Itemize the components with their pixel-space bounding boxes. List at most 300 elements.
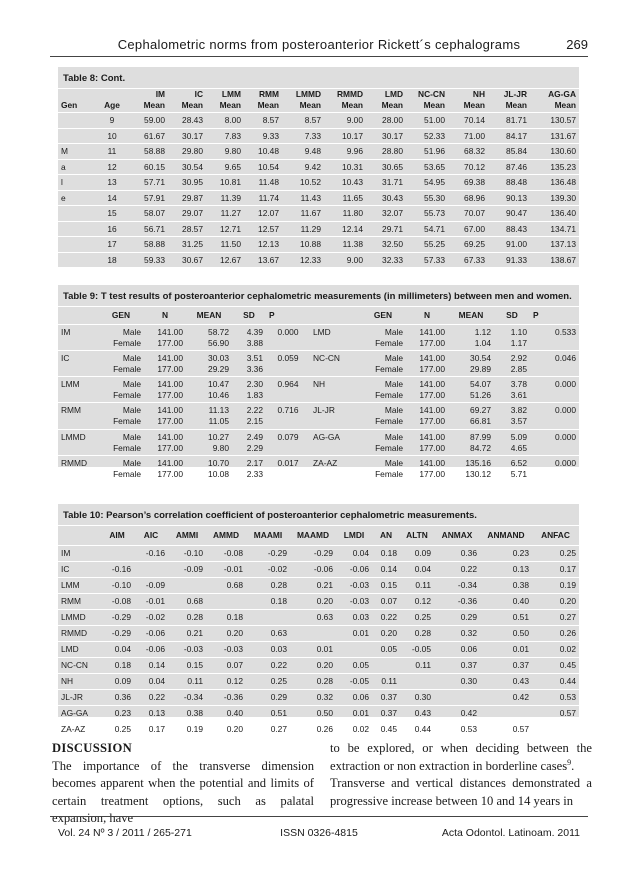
table-cell: 9.96 (324, 144, 366, 160)
table-9-header-cell (310, 307, 360, 324)
table-cell (494, 455, 530, 481)
table-cell: 29.80 (168, 144, 206, 160)
table-cell (232, 377, 266, 403)
table-8-header-cell (244, 89, 282, 113)
table-cell: 0.32 (290, 689, 336, 705)
table-cell: 0.63 (246, 625, 290, 641)
table-8-header-cell (324, 89, 366, 113)
table-cell: -0.02 (134, 609, 168, 625)
cell-line-male: 141.00 (419, 379, 445, 390)
table-cell: 0.42 (480, 689, 532, 705)
table-cell: 30.43 (366, 190, 406, 206)
table-cell: 0.22 (372, 609, 400, 625)
table-cell: 0.19 (532, 577, 579, 593)
table-cell: JL-JR (58, 689, 100, 705)
cell-line-male: 69.27 (470, 405, 491, 416)
cell-line-female: 2.85 (510, 363, 527, 374)
table-row (58, 113, 579, 129)
table-cell: -0.03 (206, 641, 246, 657)
table-cell: 130.57 (530, 113, 579, 129)
table-cell: e (58, 190, 94, 206)
table-cell: 13 (94, 175, 130, 191)
table-cell: 31.71 (366, 175, 406, 191)
table-cell: 68.96 (448, 190, 488, 206)
header-name: IC (194, 89, 203, 99)
header-subname: Mean (423, 100, 445, 110)
table-cell: 10.48 (244, 144, 282, 160)
table-cell: 30.65 (366, 159, 406, 175)
table-cell (406, 350, 448, 376)
cell-line-female: 130.12 (465, 468, 491, 479)
cell-line-female: 3.36 (246, 363, 263, 374)
footer-journal: Acta Odontol. Latinoam. 2011 (441, 827, 580, 839)
cell-line-female: Female (375, 468, 403, 479)
cell-line-male: 30.03 (208, 352, 229, 363)
table-cell: 59.00 (130, 113, 168, 129)
table-cell: 0.30 (434, 673, 480, 689)
table-cell: 9 (94, 113, 130, 129)
header-subname: Mean (463, 100, 485, 110)
table-cell (494, 429, 530, 455)
table-cell: 55.30 (406, 190, 448, 206)
cell-line-male: Male (384, 457, 403, 468)
discussion-left-column (52, 740, 314, 828)
table-cell: 0.13 (480, 561, 532, 577)
cell-line-female: 66.81 (470, 416, 491, 427)
table-cell: 0.40 (480, 593, 532, 609)
table-cell: 131.67 (530, 128, 579, 144)
table-cell: 0.02 (336, 721, 372, 737)
cell-line-male: 141.00 (157, 379, 183, 390)
table-8-header-cell (168, 89, 206, 113)
table-cell: 0.09 (100, 673, 134, 689)
cell-line-male: 141.00 (419, 352, 445, 363)
table-cell: 0.20 (372, 625, 400, 641)
table-row (58, 641, 579, 657)
cell-line-male: Male (122, 326, 141, 337)
cell-line-male: Male (384, 431, 403, 442)
table-cell (406, 377, 448, 403)
table-cell: 0.32 (434, 625, 480, 641)
table-cell: 70.07 (448, 206, 488, 222)
table-cell (360, 403, 406, 429)
table-cell: NH (58, 673, 100, 689)
table-row (58, 206, 579, 222)
cell-line-female: 5.71 (510, 468, 527, 479)
cell-line-male: 10.47 (208, 379, 229, 390)
table-cell (494, 324, 530, 350)
table-cell (360, 377, 406, 403)
cell-line-female: 1.83 (246, 390, 263, 401)
table-cell (406, 403, 448, 429)
table-9-header-cell: MEAN (196, 310, 222, 321)
cell-line-male: 2.17 (246, 457, 263, 468)
table-row (58, 577, 579, 593)
table-cell (232, 350, 266, 376)
table-cell: 53.65 (406, 159, 448, 175)
table-cell: 12.71 (206, 221, 244, 237)
table-cell: 0.18 (206, 609, 246, 625)
cell-line-male: 30.54 (470, 352, 491, 363)
cell-line-male: 141.00 (157, 326, 183, 337)
table-9-header-cell: SD (506, 310, 518, 321)
table-cell: 0.20 (206, 625, 246, 641)
table-cell: 87.46 (488, 159, 530, 175)
table-cell: 11.29 (282, 221, 324, 237)
table-cell: 9.00 (324, 252, 366, 268)
table-cell: NC-CN (58, 657, 100, 673)
table-cell (58, 113, 94, 129)
table-cell: 0.06 (434, 641, 480, 657)
cell-line-female: 3.57 (510, 416, 527, 427)
header-name: LMD (384, 89, 403, 99)
table-cell: 0.51 (246, 705, 290, 721)
table-cell: 30.67 (168, 252, 206, 268)
table-row (58, 190, 579, 206)
table-cell: 0.37 (372, 705, 400, 721)
table-row (58, 159, 579, 175)
table-cell: 17 (94, 237, 130, 253)
table-cell: 28.43 (168, 113, 206, 129)
table-cell: 0.04 (336, 545, 372, 561)
cell-line-female: 2.33 (246, 468, 263, 479)
table-cell: 14 (94, 190, 130, 206)
cell-line-female: 177.00 (157, 468, 183, 479)
cell-line-male: 2.30 (246, 379, 263, 390)
page-number: 269 (566, 37, 588, 52)
table-cell: 9.42 (282, 159, 324, 175)
cell-line-female: Female (375, 442, 403, 453)
table-cell: 55.25 (406, 237, 448, 253)
cell-line-female: 10.08 (208, 468, 229, 479)
table-cell: 0.26 (290, 721, 336, 737)
table-cell: 69.25 (448, 237, 488, 253)
table-cell: 0.17 (532, 561, 579, 577)
table-cell: 0.01 (290, 641, 336, 657)
table-cell: 0.43 (400, 705, 434, 721)
table-cell: 0.12 (400, 593, 434, 609)
table-cell: 11.80 (324, 206, 366, 222)
table-8-header-cell (448, 89, 488, 113)
table-cell: 51.00 (406, 113, 448, 129)
table-cell: -0.10 (100, 577, 134, 593)
header-subname: Mean (299, 100, 321, 110)
table-cell: 7.83 (206, 128, 244, 144)
table-cell: 0.51 (480, 609, 532, 625)
table-cell (144, 350, 186, 376)
table-cell: 0.21 (168, 625, 206, 641)
table-cell (400, 673, 434, 689)
table-cell: 0.20 (206, 721, 246, 737)
page-footer (50, 816, 588, 839)
table-cell: 0.14 (372, 561, 400, 577)
table-8-header-cell (282, 89, 324, 113)
p-value: 0.716 (266, 403, 310, 429)
table-cell: 7.33 (282, 128, 324, 144)
cell-line-male: Male (384, 405, 403, 416)
cell-line-female: 177.00 (157, 390, 183, 401)
table-cell: 30.17 (366, 128, 406, 144)
table-cell: 0.23 (100, 705, 134, 721)
table-cell: 0.53 (434, 721, 480, 737)
table-cell: 10.54 (244, 159, 282, 175)
table-cell: 0.29 (434, 609, 480, 625)
measurement-label: IC (58, 350, 98, 376)
cell-line-female: 177.00 (157, 363, 183, 374)
table-cell: 60.15 (130, 159, 168, 175)
discussion-right-text-1-end: . (571, 758, 575, 773)
table-cell: -0.29 (100, 609, 134, 625)
table-cell: -0.10 (168, 545, 206, 561)
measurement-label: RMM (58, 403, 98, 429)
discussion-right-text-2: Transverse and vertical distances demonstrated a progressive increase between 10 and 14 years in (330, 776, 592, 808)
table-cell: 12.14 (324, 221, 366, 237)
table-cell (360, 429, 406, 455)
table-cell: 30.17 (168, 128, 206, 144)
table-cell: 130.60 (530, 144, 579, 160)
table-cell: -0.34 (168, 689, 206, 705)
table-cell: 0.50 (290, 705, 336, 721)
table-10-header-cell: LMDI (343, 530, 365, 541)
cell-line-female: 4.65 (510, 442, 527, 453)
page-header (0, 0, 638, 56)
table-cell: 88.43 (488, 221, 530, 237)
table-cell: 0.20 (532, 593, 579, 609)
cell-line-male: 135.16 (465, 457, 491, 468)
table-cell: 0.27 (532, 609, 579, 625)
p-value: 0.964 (266, 377, 310, 403)
table-row (58, 350, 579, 376)
table-cell: 9.00 (324, 113, 366, 129)
table-cell: 137.13 (530, 237, 579, 253)
table-cell: 28.57 (168, 221, 206, 237)
table-cell: 58.88 (130, 237, 168, 253)
table-cell: -0.36 (434, 593, 480, 609)
cell-line-male: 3.82 (510, 405, 527, 416)
table-cell (144, 403, 186, 429)
table-row (58, 403, 579, 429)
table-cell: 0.44 (532, 673, 579, 689)
table-10-grid (58, 526, 579, 737)
table-cell: 0.11 (372, 673, 400, 689)
table-cell (98, 403, 144, 429)
cell-line-female: 51.26 (470, 390, 491, 401)
table-cell: 0.68 (206, 577, 246, 593)
header-subname: Mean (554, 100, 576, 110)
discussion-right-column (330, 740, 592, 810)
table-row (58, 324, 579, 350)
table-cell: -0.09 (168, 561, 206, 577)
table-cell: 10.88 (282, 237, 324, 253)
table-cell: 0.03 (336, 609, 372, 625)
cell-line-male: 11.13 (208, 405, 229, 416)
table-cell: IM (58, 545, 100, 561)
footer-issn: ISSN 0326-4815 (280, 827, 358, 839)
table-cell: 10 (94, 128, 130, 144)
header-subname: Mean (257, 100, 279, 110)
table-cell: -0.36 (206, 689, 246, 705)
table-9-header-cell (58, 307, 98, 324)
p-value: 0.000 (266, 324, 310, 350)
table-cell: -0.34 (434, 577, 480, 593)
cell-line-female: 177.00 (419, 363, 445, 374)
header-name: AG-GA (548, 89, 576, 99)
table-cell: 0.29 (246, 689, 290, 705)
table-9-header-cell: N (423, 310, 431, 321)
table-cell: -0.29 (246, 545, 290, 561)
table-cell (206, 593, 246, 609)
table-cell: 0.57 (532, 705, 579, 721)
table-cell (98, 350, 144, 376)
table-cell (186, 377, 232, 403)
table-cell (144, 324, 186, 350)
table-8-header-cell (530, 89, 579, 113)
table-cell: 12.13 (244, 237, 282, 253)
measurement-label: LMMD (58, 429, 98, 455)
table-row (58, 429, 579, 455)
table-row (58, 609, 579, 625)
table-cell: 15 (94, 206, 130, 222)
table-cell: 52.33 (406, 128, 448, 144)
cell-line-female: 2.29 (246, 442, 263, 453)
table-cell: 10.31 (324, 159, 366, 175)
discussion-left-text: The importance of the transverse dimension becomes apparent when the potential and limits of certain treatment options, such as palatal expansion, have (52, 758, 314, 825)
table-cell: 136.48 (530, 175, 579, 191)
table-cell (100, 545, 134, 561)
table-cell: 18 (94, 252, 130, 268)
table-cell (58, 128, 94, 144)
table-cell: 31.25 (168, 237, 206, 253)
table-cell: 68.32 (448, 144, 488, 160)
p-value: 0.017 (266, 455, 310, 481)
cell-line-female: 177.00 (419, 390, 445, 401)
table-cell: 0.20 (290, 657, 336, 673)
table-cell: 0.07 (206, 657, 246, 673)
measurement-label: JL-JR (310, 403, 360, 429)
table-cell: 0.38 (480, 577, 532, 593)
cell-line-male: 2.92 (510, 352, 527, 363)
table-cell: 0.12 (206, 673, 246, 689)
measurement-label: NH (310, 377, 360, 403)
table-cell: 8.57 (282, 113, 324, 129)
table-cell: LMMD (58, 609, 100, 625)
cell-line-female: 3.88 (246, 337, 263, 348)
table-cell: 0.04 (100, 641, 134, 657)
table-9-header-cell: GEN (111, 310, 131, 321)
table-cell: 54.95 (406, 175, 448, 191)
table-cell: 0.13 (134, 705, 168, 721)
table-cell: 57.33 (406, 252, 448, 268)
measurement-label: LMM (58, 377, 98, 403)
table-cell: 135.23 (530, 159, 579, 175)
table-cell (494, 377, 530, 403)
table-cell: 0.40 (206, 705, 246, 721)
table-cell: 12.07 (244, 206, 282, 222)
table-cell: 11.50 (206, 237, 244, 253)
cell-line-male: Male (122, 379, 141, 390)
table-cell: 0.19 (168, 721, 206, 737)
cell-line-female: 1.04 (474, 337, 491, 348)
table-8-header-cell: Gen (61, 100, 78, 110)
table-8 (58, 67, 579, 267)
p-value: 0.079 (266, 429, 310, 455)
p-value: 0.000 (530, 377, 579, 403)
table-cell: 0.18 (372, 545, 400, 561)
table-row (58, 705, 579, 721)
table-8-header-cell (406, 89, 448, 113)
table-cell (232, 403, 266, 429)
cell-line-male: 4.39 (246, 326, 263, 337)
cell-line-female: 2.15 (246, 416, 263, 427)
table-cell: 28.80 (366, 144, 406, 160)
table-cell (448, 429, 494, 455)
table-cell: 54.71 (406, 221, 448, 237)
table-cell: -0.03 (336, 577, 372, 593)
cell-line-male: 6.52 (510, 457, 527, 468)
table-cell (144, 455, 186, 481)
table-cell: 29.87 (168, 190, 206, 206)
header-name: NH (472, 89, 485, 99)
table-cell: 70.12 (448, 159, 488, 175)
table-cell (494, 350, 530, 376)
table-row (58, 657, 579, 673)
table-cell: 0.03 (246, 641, 290, 657)
cell-line-female: 177.00 (419, 416, 445, 427)
cell-line-male: 141.00 (419, 457, 445, 468)
table-cell: -0.03 (336, 593, 372, 609)
table-cell: 55.73 (406, 206, 448, 222)
table-cell: 0.68 (168, 593, 206, 609)
table-10-header-cell: ANMAND (487, 530, 525, 541)
table-cell (98, 429, 144, 455)
table-10-header-cell (58, 526, 100, 545)
table-cell (406, 324, 448, 350)
table-row (58, 221, 579, 237)
cell-line-male: Male (122, 431, 141, 442)
table-cell: 0.45 (372, 721, 400, 737)
table-cell: ZA-AZ (58, 721, 100, 737)
cell-line-male: 141.00 (419, 405, 445, 416)
table-cell (448, 350, 494, 376)
table-cell (144, 377, 186, 403)
table-cell: 0.04 (400, 561, 434, 577)
discussion-heading: DISCUSSION (52, 741, 132, 755)
cell-line-female: 11.05 (208, 416, 229, 427)
table-9-header-cell: P (533, 310, 539, 321)
table-cell (448, 455, 494, 481)
header-subname: Mean (143, 100, 165, 110)
table-cell: 0.22 (134, 689, 168, 705)
table-cell: 0.18 (100, 657, 134, 673)
cell-line-female: Female (113, 363, 141, 374)
table-cell: 11.38 (324, 237, 366, 253)
table-cell (186, 350, 232, 376)
p-value: 0.046 (530, 350, 579, 376)
table-row (58, 721, 579, 737)
table-cell: LMD (58, 641, 100, 657)
table-cell: 29.71 (366, 221, 406, 237)
table-cell: 32.07 (366, 206, 406, 222)
table-cell: l (58, 175, 94, 191)
table-cell (232, 429, 266, 455)
table-8-header-cell: Age (104, 100, 120, 110)
table-9-header-cell: SD (243, 310, 255, 321)
table-cell: -0.06 (290, 561, 336, 577)
cell-line-female: 1.17 (510, 337, 527, 348)
table-cell (58, 252, 94, 268)
cell-line-female: 177.00 (157, 337, 183, 348)
table-cell (58, 221, 94, 237)
